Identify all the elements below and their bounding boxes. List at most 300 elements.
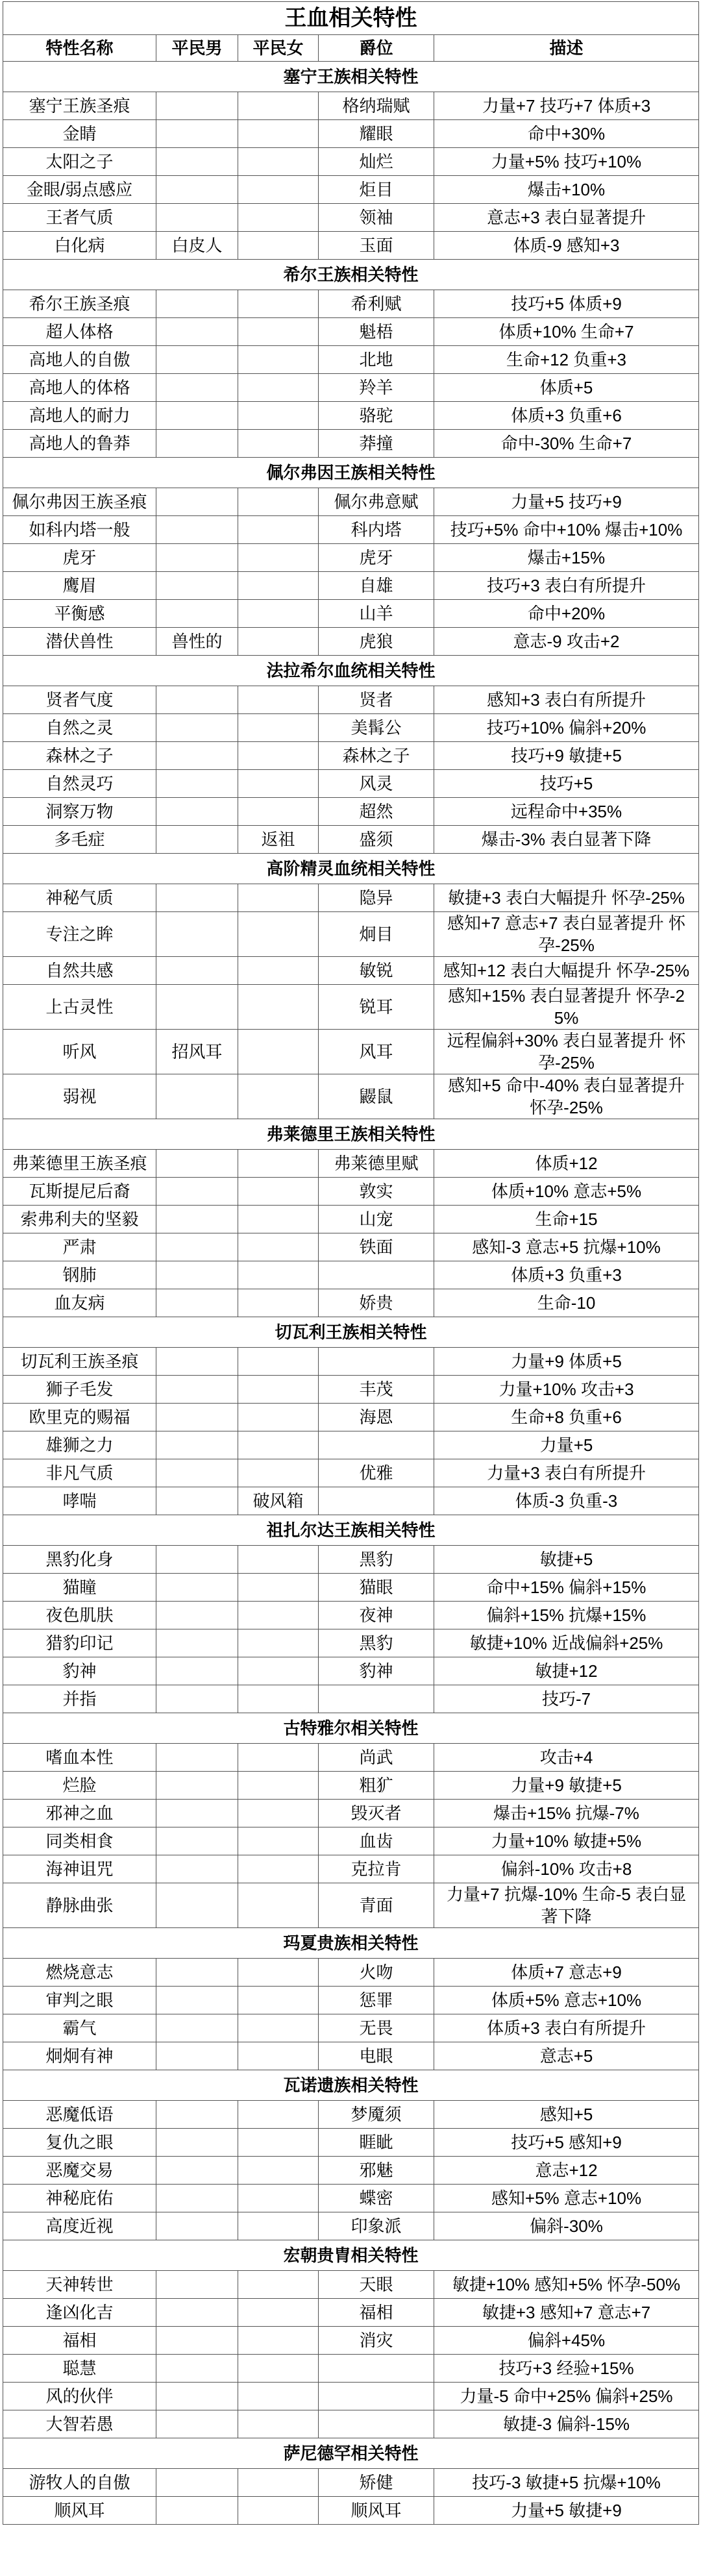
commoner-male-cell <box>156 985 238 1030</box>
description-cell: 力量-5 命中+25% 偏斜+25% <box>434 2383 699 2410</box>
description-cell: 敏捷+10% 感知+5% 怀孕-50% <box>434 2271 699 2299</box>
commoner-female-cell <box>238 1800 319 1827</box>
description-cell: 敏捷+3 感知+7 意志+7 <box>434 2299 699 2327</box>
title-rank-cell: 火吻 <box>319 1959 434 1987</box>
title-rank-cell: 印象派 <box>319 2212 434 2240</box>
trait-name-cell: 海神诅咒 <box>3 1855 156 1883</box>
table-row <box>3 1150 699 1178</box>
commoner-female-cell <box>238 1404 319 1431</box>
description-cell: 感知-3 意志+5 抗爆+10% <box>434 1233 699 1261</box>
trait-name-cell: 哮喘 <box>3 1487 156 1515</box>
section-title: 宏朝贵胄相关特性 <box>3 2240 699 2271</box>
header-commoner-female: 平民女 <box>238 35 319 62</box>
table-row <box>3 1629 699 1657</box>
title-rank-cell: 梦魇须 <box>319 2101 434 2129</box>
commoner-female-cell <box>238 346 319 374</box>
section-header-row <box>3 1119 699 1150</box>
description-cell: 意志+5 <box>434 2042 699 2070</box>
description-cell: 远程命中+35% <box>434 798 699 826</box>
trait-name-cell: 非凡气质 <box>3 1459 156 1487</box>
commoner-female-cell <box>238 686 319 714</box>
commoner-male-cell <box>156 1685 238 1713</box>
title-rank-cell: 山宠 <box>319 1206 434 1233</box>
commoner-female-cell <box>238 1348 319 1376</box>
table-row <box>3 1987 699 2014</box>
description-cell: 爆击-3% 表白显著下降 <box>434 826 699 854</box>
title-rank-cell: 丰茂 <box>319 1376 434 1404</box>
commoner-female-cell <box>238 628 319 656</box>
description-cell: 技巧+5 感知+9 <box>434 2129 699 2157</box>
table-row <box>3 884 699 912</box>
commoner-female-cell <box>238 1629 319 1657</box>
commoner-female-cell <box>238 1233 319 1261</box>
description-cell: 体质+12 <box>434 1150 699 1178</box>
title-rank-cell: 魁梧 <box>319 318 434 346</box>
commoner-male-cell <box>156 120 238 148</box>
section-header-row <box>3 1317 699 1348</box>
commoner-female-cell <box>238 2497 319 2525</box>
title-rank-cell <box>319 1348 434 1376</box>
commoner-male-cell <box>156 1827 238 1855</box>
commoner-female-cell <box>238 1959 319 1987</box>
trait-name-cell: 严肃 <box>3 1233 156 1261</box>
title-rank-cell: 炯目 <box>319 912 434 957</box>
trait-name-cell: 恶魔交易 <box>3 2157 156 2185</box>
title-rank-cell: 无畏 <box>319 2014 434 2042</box>
description-cell: 力量+9 体质+5 <box>434 1348 699 1376</box>
commoner-male-cell <box>156 318 238 346</box>
title-rank-cell: 灿烂 <box>319 148 434 176</box>
trait-name-cell: 听风 <box>3 1030 156 1074</box>
commoner-male-cell <box>156 1178 238 1206</box>
commoner-female-cell <box>238 1987 319 2014</box>
commoner-male-cell <box>156 1546 238 1574</box>
trait-name-cell: 顺风耳 <box>3 2497 156 2525</box>
commoner-male-cell <box>156 176 238 204</box>
commoner-female-cell <box>238 430 319 458</box>
description-cell: 爆击+15% <box>434 544 699 572</box>
table-row <box>3 1459 699 1487</box>
table-row <box>3 572 699 600</box>
commoner-male-cell <box>156 402 238 430</box>
commoner-male-cell <box>156 2410 238 2438</box>
title-rank-cell <box>319 1685 434 1713</box>
section-header-row <box>3 2070 699 2101</box>
table-row <box>3 1487 699 1515</box>
commoner-male-cell <box>156 1233 238 1261</box>
table-row <box>3 346 699 374</box>
table-row <box>3 628 699 656</box>
commoner-male-cell <box>156 148 238 176</box>
table-row <box>3 1855 699 1883</box>
trait-name-cell: 夜色肌肤 <box>3 1602 156 1629</box>
commoner-female-cell <box>238 770 319 798</box>
table-row <box>3 1744 699 1772</box>
table-row <box>3 1178 699 1206</box>
title-rank-cell: 羚羊 <box>319 374 434 402</box>
table-row <box>3 1685 699 1713</box>
commoner-male-cell <box>156 290 238 318</box>
description-cell: 体质+3 负重+6 <box>434 402 699 430</box>
section-header-row <box>3 656 699 686</box>
commoner-male-cell <box>156 346 238 374</box>
commoner-male-cell <box>156 2042 238 2070</box>
commoner-male-cell <box>156 92 238 120</box>
commoner-female-cell <box>238 1150 319 1178</box>
trait-name-cell: 高度近视 <box>3 2212 156 2240</box>
traits-table <box>3 1 699 2525</box>
table-row <box>3 1404 699 1431</box>
commoner-male-cell <box>156 572 238 600</box>
title-rank-cell: 福相 <box>319 2299 434 2327</box>
title-rank-cell: 耀眼 <box>319 120 434 148</box>
table-row <box>3 204 699 232</box>
section-header-row <box>3 1713 699 1744</box>
header-title-rank: 爵位 <box>319 35 434 62</box>
description-cell: 生命+12 负重+3 <box>434 346 699 374</box>
trait-name-cell: 燃烧意志 <box>3 1959 156 1987</box>
table-row <box>3 2014 699 2042</box>
header-description: 描述 <box>434 35 699 62</box>
commoner-male-cell <box>156 2129 238 2157</box>
trait-name-cell: 并指 <box>3 1685 156 1713</box>
commoner-female-cell <box>238 714 319 742</box>
commoner-male-cell <box>156 1574 238 1602</box>
table-row <box>3 2212 699 2240</box>
trait-name-cell: 森林之子 <box>3 742 156 770</box>
table-row <box>3 1376 699 1404</box>
table-row <box>3 985 699 1030</box>
table-row <box>3 826 699 854</box>
title-rank-cell: 风耳 <box>319 1030 434 1074</box>
section-header-row <box>3 2240 699 2271</box>
title-rank-cell: 娇贵 <box>319 1289 434 1317</box>
title-rank-cell: 鼹鼠 <box>319 1074 434 1119</box>
commoner-male-cell <box>156 1459 238 1487</box>
commoner-female-cell <box>238 2157 319 2185</box>
section-header-row <box>3 1928 699 1959</box>
trait-name-cell: 多毛症 <box>3 826 156 854</box>
commoner-female-cell <box>238 1546 319 1574</box>
commoner-female-cell <box>238 1657 319 1685</box>
description-cell: 技巧+9 敏捷+5 <box>434 742 699 770</box>
commoner-female-cell <box>238 2469 319 2497</box>
table-row <box>3 2410 699 2438</box>
title-rank-cell: 睚眦 <box>319 2129 434 2157</box>
commoner-male-cell <box>156 204 238 232</box>
section-header-row <box>3 458 699 488</box>
title-rank-cell <box>319 1431 434 1459</box>
description-cell: 技巧+3 表白有所提升 <box>434 572 699 600</box>
trait-name-cell: 弗莱德里王族圣痕 <box>3 1150 156 1178</box>
trait-name-cell: 福相 <box>3 2327 156 2355</box>
commoner-male-cell <box>156 1404 238 1431</box>
commoner-male-cell <box>156 912 238 957</box>
commoner-female-cell <box>238 1030 319 1074</box>
commoner-female-cell <box>238 402 319 430</box>
section-title: 玛夏贵族相关特性 <box>3 1928 699 1959</box>
commoner-female-cell <box>238 957 319 985</box>
trait-name-cell: 塞宁王族圣痕 <box>3 92 156 120</box>
description-cell: 攻击+4 <box>434 1744 699 1772</box>
commoner-female-cell <box>238 2042 319 2070</box>
commoner-male-cell <box>156 544 238 572</box>
description-cell: 体质+5% 意志+10% <box>434 1987 699 2014</box>
commoner-female-cell <box>238 1459 319 1487</box>
title-rank-cell: 莽撞 <box>319 430 434 458</box>
trait-name-cell: 欧里克的赐福 <box>3 1404 156 1431</box>
title-rank-cell: 黑豹 <box>319 1546 434 1574</box>
description-cell: 感知+7 意志+7 表白显著提升 怀孕-25% <box>434 912 699 957</box>
table-row <box>3 374 699 402</box>
trait-name-cell: 豹神 <box>3 1657 156 1685</box>
title-rank-cell: 隐异 <box>319 884 434 912</box>
trait-name-cell: 潜伏兽性 <box>3 628 156 656</box>
trait-name-cell: 弱视 <box>3 1074 156 1119</box>
table-row <box>3 1800 699 1827</box>
description-cell: 体质+10% 意志+5% <box>434 1178 699 1206</box>
commoner-male-cell <box>156 1261 238 1289</box>
table-row <box>3 1289 699 1317</box>
trait-name-cell: 复仇之眼 <box>3 2129 156 2157</box>
trait-name-cell: 逢凶化吉 <box>3 2299 156 2327</box>
trait-name-cell: 高地人的耐力 <box>3 402 156 430</box>
trait-name-cell: 邪神之血 <box>3 1800 156 1827</box>
title-rank-cell: 粗犷 <box>319 1772 434 1800</box>
trait-name-cell: 嗜血本性 <box>3 1744 156 1772</box>
commoner-female-cell <box>238 290 319 318</box>
trait-name-cell: 虎牙 <box>3 544 156 572</box>
title-rank-cell: 猫眼 <box>319 1574 434 1602</box>
section-title: 法拉希尔血统相关特性 <box>3 656 699 686</box>
commoner-female-cell <box>238 2212 319 2240</box>
trait-name-cell: 血友病 <box>3 1289 156 1317</box>
table-row <box>3 544 699 572</box>
title-rank-cell: 盛须 <box>319 826 434 854</box>
commoner-female-cell <box>238 544 319 572</box>
trait-name-cell: 恶魔低语 <box>3 2101 156 2129</box>
title-rank-cell: 弗莱德里赋 <box>319 1150 434 1178</box>
title-rank-cell: 领袖 <box>319 204 434 232</box>
commoner-female-cell: 返祖 <box>238 826 319 854</box>
table-row <box>3 1348 699 1376</box>
trait-name-cell: 切瓦利王族圣痕 <box>3 1348 156 1376</box>
commoner-male-cell <box>156 826 238 854</box>
trait-name-cell: 如科内塔一般 <box>3 516 156 544</box>
title-rank-cell: 血齿 <box>319 1827 434 1855</box>
description-cell: 意志-9 攻击+2 <box>434 628 699 656</box>
table-row <box>3 290 699 318</box>
trait-name-cell: 狮子毛发 <box>3 1376 156 1404</box>
page-title: 王血相关特性 <box>3 2 699 35</box>
commoner-female-cell <box>238 912 319 957</box>
table-row <box>3 2355 699 2383</box>
commoner-male-cell <box>156 798 238 826</box>
commoner-female-cell <box>238 798 319 826</box>
commoner-male-cell <box>156 884 238 912</box>
description-cell: 体质+3 负重+3 <box>434 1261 699 1289</box>
table-row <box>3 2157 699 2185</box>
trait-name-cell: 猎豹印记 <box>3 1629 156 1657</box>
section-header-row <box>3 62 699 92</box>
description-cell: 生命-10 <box>434 1289 699 1317</box>
table-row <box>3 1546 699 1574</box>
title-rank-cell: 科内塔 <box>319 516 434 544</box>
title-rank-cell: 炬目 <box>319 176 434 204</box>
commoner-male-cell <box>156 1657 238 1685</box>
trait-name-cell: 鹰眉 <box>3 572 156 600</box>
commoner-female-cell <box>238 1261 319 1289</box>
table-row <box>3 2185 699 2212</box>
commoner-female-cell <box>238 232 319 260</box>
trait-name-cell: 上古灵性 <box>3 985 156 1030</box>
commoner-male-cell <box>156 1289 238 1317</box>
trait-name-cell: 太阳之子 <box>3 148 156 176</box>
section-title: 佩尔弗因王族相关特性 <box>3 458 699 488</box>
description-cell: 命中+20% <box>434 600 699 628</box>
title-rank-cell: 海恩 <box>319 1404 434 1431</box>
commoner-female-cell <box>238 2185 319 2212</box>
title-row <box>3 2 699 35</box>
commoner-male-cell <box>156 770 238 798</box>
description-cell: 生命+8 负重+6 <box>434 1404 699 1431</box>
trait-name-cell: 霸气 <box>3 2014 156 2042</box>
section-header-row <box>3 260 699 290</box>
title-rank-cell: 森林之子 <box>319 742 434 770</box>
title-rank-cell <box>319 1261 434 1289</box>
title-rank-cell: 贤者 <box>319 686 434 714</box>
description-cell: 意志+3 表白显著提升 <box>434 204 699 232</box>
trait-name-cell: 高地人的体格 <box>3 374 156 402</box>
table-row <box>3 148 699 176</box>
table-row <box>3 1030 699 1074</box>
title-rank-cell: 毁灭者 <box>319 1800 434 1827</box>
title-rank-cell: 风灵 <box>319 770 434 798</box>
title-rank-cell: 克拉肯 <box>319 1855 434 1883</box>
table-row <box>3 714 699 742</box>
commoner-male-cell <box>156 742 238 770</box>
commoner-male-cell <box>156 1376 238 1404</box>
commoner-female-cell <box>238 1744 319 1772</box>
description-cell: 敏捷+10% 近战偏斜+25% <box>434 1629 699 1657</box>
table-row <box>3 488 699 516</box>
table-row <box>3 2271 699 2299</box>
trait-name-cell: 游牧人的自傲 <box>3 2469 156 2497</box>
commoner-female-cell: 破风箱 <box>238 1487 319 1515</box>
trait-name-cell: 神秘气质 <box>3 884 156 912</box>
trait-name-cell: 雄狮之力 <box>3 1431 156 1459</box>
section-title: 瓦诺遗族相关特性 <box>3 2070 699 2101</box>
commoner-female-cell <box>238 1178 319 1206</box>
trait-name-cell: 金睛 <box>3 120 156 148</box>
commoner-female-cell <box>238 1289 319 1317</box>
table-row <box>3 1261 699 1289</box>
commoner-male-cell <box>156 1487 238 1515</box>
table-row <box>3 1657 699 1685</box>
description-cell: 感知+5% 意志+10% <box>434 2185 699 2212</box>
table-row <box>3 120 699 148</box>
trait-name-cell: 白化病 <box>3 232 156 260</box>
description-cell: 感知+12 表白大幅提升 怀孕-25% <box>434 957 699 985</box>
description-cell: 技巧+10% 偏斜+20% <box>434 714 699 742</box>
commoner-female-cell <box>238 1827 319 1855</box>
commoner-male-cell <box>156 1987 238 2014</box>
trait-name-cell: 同类相食 <box>3 1827 156 1855</box>
commoner-male-cell <box>156 374 238 402</box>
table-row <box>3 2497 699 2525</box>
commoner-female-cell <box>238 318 319 346</box>
description-cell: 命中+15% 偏斜+15% <box>434 1574 699 1602</box>
commoner-male-cell <box>156 430 238 458</box>
title-rank-cell: 自雄 <box>319 572 434 600</box>
commoner-female-cell <box>238 600 319 628</box>
description-cell: 力量+5 技巧+9 <box>434 488 699 516</box>
commoner-female-cell <box>238 985 319 1030</box>
table-row <box>3 92 699 120</box>
commoner-male-cell <box>156 600 238 628</box>
description-cell: 技巧+5% 命中+10% 爆击+10% <box>434 516 699 544</box>
commoner-male-cell <box>156 1431 238 1459</box>
table-row <box>3 1431 699 1459</box>
title-rank-cell: 消灾 <box>319 2327 434 2355</box>
description-cell: 生命+15 <box>434 1206 699 1233</box>
commoner-male-cell <box>156 488 238 516</box>
commoner-female-cell <box>238 148 319 176</box>
description-cell: 感知+5 命中-40% 表白显著提升 怀孕-25% <box>434 1074 699 1119</box>
trait-name-cell: 索弗利夫的坚毅 <box>3 1206 156 1233</box>
trait-name-cell: 炯炯有神 <box>3 2042 156 2070</box>
table-row <box>3 2327 699 2355</box>
table-row <box>3 957 699 985</box>
trait-name-cell: 烂脸 <box>3 1772 156 1800</box>
section-header-row <box>3 854 699 884</box>
trait-name-cell: 高地人的鲁莽 <box>3 430 156 458</box>
table-row <box>3 770 699 798</box>
commoner-male-cell <box>156 686 238 714</box>
commoner-female-cell <box>238 2101 319 2129</box>
table-row <box>3 1074 699 1119</box>
commoner-male-cell <box>156 2157 238 2185</box>
commoner-male-cell <box>156 957 238 985</box>
commoner-male-cell <box>156 2327 238 2355</box>
title-rank-cell: 山羊 <box>319 600 434 628</box>
trait-name-cell: 大智若愚 <box>3 2410 156 2438</box>
commoner-male-cell <box>156 1855 238 1883</box>
description-cell: 力量+5 <box>434 1431 699 1459</box>
commoner-female-cell <box>238 516 319 544</box>
commoner-female-cell <box>238 1883 319 1928</box>
section-title: 切瓦利王族相关特性 <box>3 1317 699 1348</box>
trait-name-cell: 专注之眸 <box>3 912 156 957</box>
title-rank-cell: 超然 <box>319 798 434 826</box>
description-cell: 技巧+5 <box>434 770 699 798</box>
description-cell: 力量+10% 敏捷+5% <box>434 1827 699 1855</box>
commoner-male-cell: 白皮人 <box>156 232 238 260</box>
table-row <box>3 742 699 770</box>
commoner-female-cell <box>238 742 319 770</box>
title-rank-cell <box>319 2355 434 2383</box>
commoner-male-cell <box>156 2212 238 2240</box>
section-title: 古特雅尔相关特性 <box>3 1713 699 1744</box>
title-rank-cell: 蝶密 <box>319 2185 434 2212</box>
title-rank-cell <box>319 2383 434 2410</box>
table-row <box>3 600 699 628</box>
commoner-male-cell <box>156 714 238 742</box>
title-rank-cell: 邪魅 <box>319 2157 434 2185</box>
title-rank-cell: 夜神 <box>319 1602 434 1629</box>
title-rank-cell: 玉面 <box>319 232 434 260</box>
trait-name-cell: 黑豹化身 <box>3 1546 156 1574</box>
